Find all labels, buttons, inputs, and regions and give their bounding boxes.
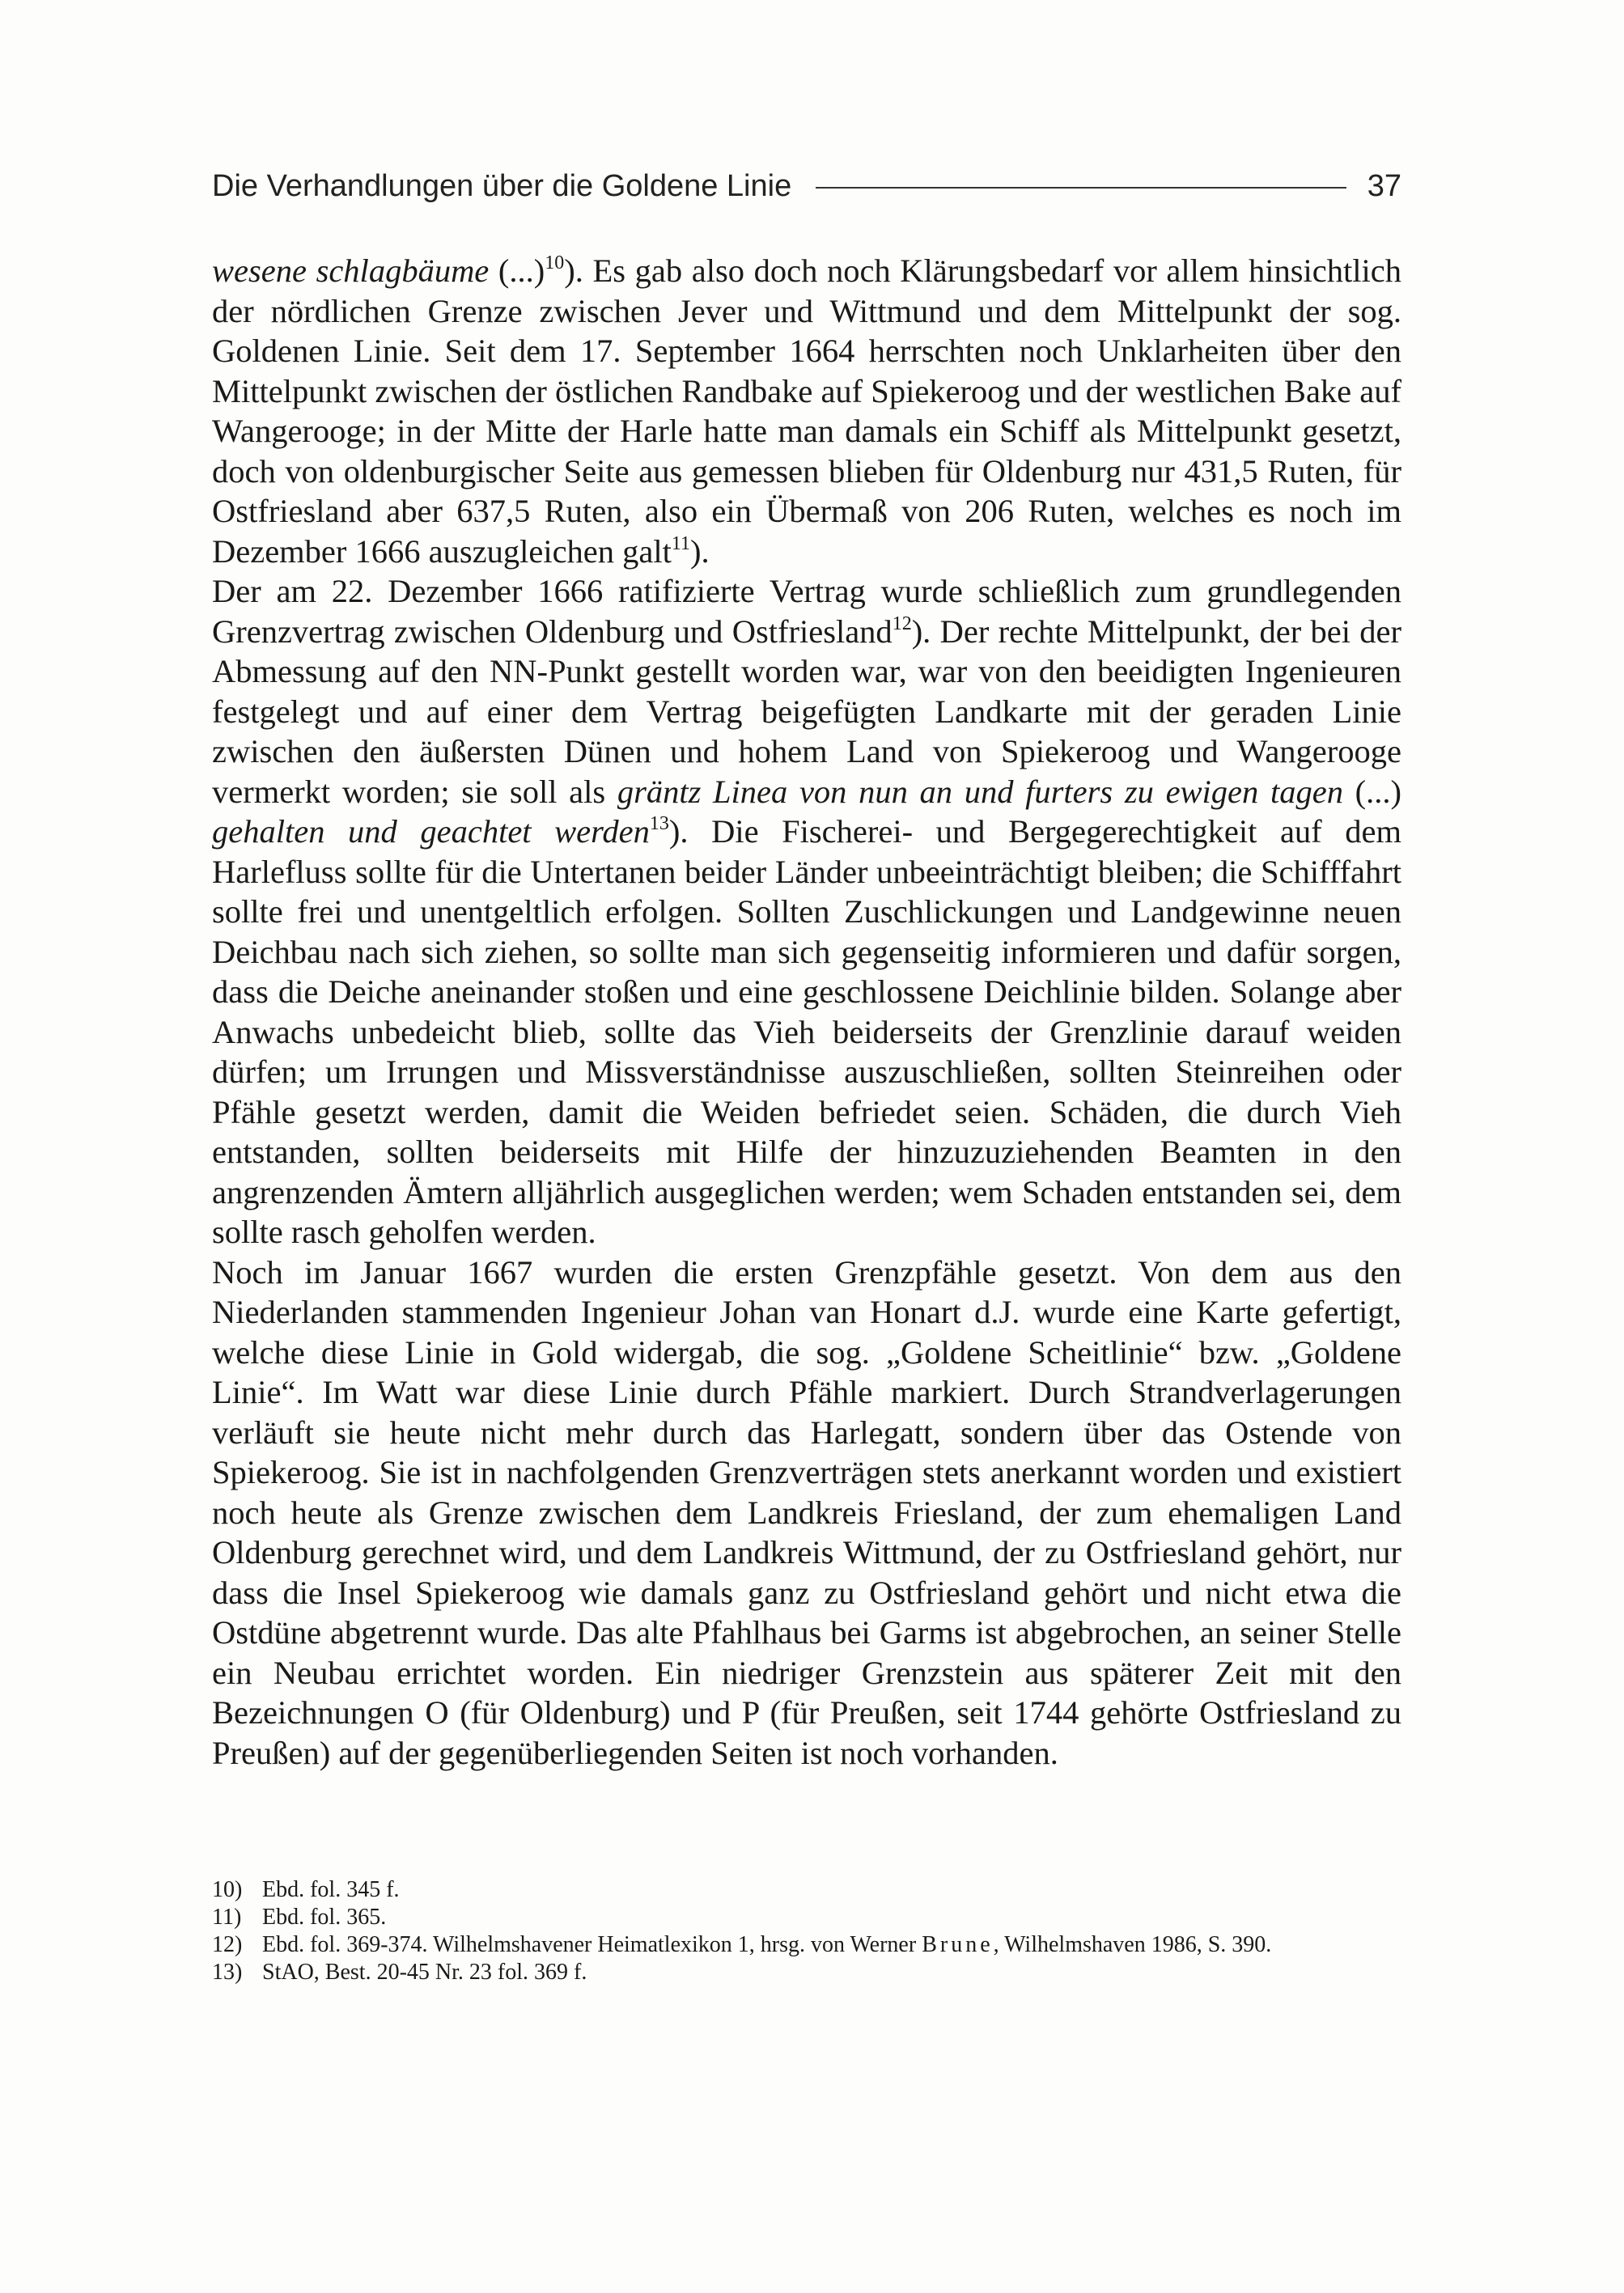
footnote-text: Ebd. fol. 365.: [262, 1905, 387, 1930]
running-header: [212, 162, 1401, 210]
quote-italic: gräntz Linea von nun an und furters zu ewigen tagen: [617, 773, 1343, 810]
footnote-ref-13[interactable]: 13: [649, 813, 669, 834]
footnotes: [212, 1877, 1401, 1987]
text-run: (...): [489, 252, 545, 289]
quote-italic: wesene schlagbäume: [212, 252, 490, 289]
text-run: Der am 22. Dezember 1666 ratifizierte Vertrag wurde schließlich zum grundlegenden Grenzvertrag zwischen Oldenburg und Ostfriesland: [212, 573, 1401, 650]
text-run: (...): [1342, 773, 1401, 810]
paragraph-3: Noch im Januar 1667 wurden die ersten Grenzpfähle gesetzt. Von dem aus den Niederlanden stammenden Ingenieur Johan van Honart d.J. wurde eine Karte gefertigt, welche diese Linie in Gold widergab, die sog. „Goldene Scheitlinie“ bzw. „Goldene Linie“. Im Watt war diese Linie durch Pfähle markiert. Durch Strandverlagerungen verläuft sie heute nicht mehr durch das Harlegatt, sondern über das Ostende von Spiekeroog. Sie ist in nachfolgenden Grenzverträgen stets anerkannt worden und existiert noch heute als Grenze zwischen dem Landkreis Friesland, der zum ehemaligen Land Oldenburg gerechnet wird, und dem Landkreis Wittmund, der zu Ostfriesland gehört, nur dass die Insel Spiekeroog wie damals ganz zu Ostfriesland gehört und nicht etwa die Ostdüne abgetrennt wurde. Das alte Pfahlhaus bei Garms ist abgebrochen, an seiner Stelle ein Neubau errichtet worden. Ein niedriger Grenzstein aus späterer Zeit mit den Bezeichnungen O (für Oldenburg) und P (für Preußen, seit 1744 gehörte Ostfriesland zu Preußen) auf der gegenüberliegenden Seiten ist noch vorhanden.: [212, 1253, 1401, 1771]
footnote-text: Ebd. fol. 345 f.: [262, 1877, 400, 1902]
author-name-spaced: Brune: [922, 1932, 994, 1957]
footnote-number: 13): [212, 1960, 243, 1985]
footnote-number: 11): [212, 1905, 242, 1930]
page-number: 37: [1367, 168, 1401, 203]
text-run: ). Der rechte Mittelpunkt, der bei der Abmessung auf den NN-Punkt gestellt worden war, war von den beeidigten Ingenieuren festgelegt und auf einer dem Vertrag beigefügten Landkarte mit der geraden Linie zwischen den äußersten Dünen und hohem Land von Spiekeroog und Wangerooge vermerkt worden; sie soll als: [212, 612, 1401, 810]
footnote-ref-11[interactable]: 11: [671, 532, 690, 554]
paragraph-1: [212, 251, 1401, 571]
footnote-12: [212, 1932, 1401, 1958]
footnote-text: [262, 1932, 1401, 1958]
text-run: ).: [690, 532, 710, 570]
text-run: , Wilhelmshaven 1986, S. 390.: [993, 1932, 1272, 1957]
text-run: ). Es gab also doch noch Klärungsbedarf vor allem hinsichtlich der nördlichen Grenze zwischen Jever und Wittmund und dem Mittelpunkt der sog. Goldenen Linie. Seit dem 17. September 1664 herrschten noch Unklarheiten über den Mittelpunkt zwischen der östlichen Randbake auf Spiekeroog und der westlichen Bake auf Wangerooge; in der Mitte der Harle hatte man damals ein Schiff als Mittelpunkt gesetzt, doch von oldenburgischer Seite aus gemessen blieben für Oldenburg nur 431,5 Ruten, für Ostfriesland aber 637,5 Ruten, also ein Übermaß von 206 Ruten, welches es noch im Dezember 1666 auszugleichen galt: [212, 252, 1401, 570]
footnote-ref-10[interactable]: 10: [545, 252, 565, 273]
quote-italic: gehalten und geachtet werden: [212, 813, 650, 850]
text-run: ). Die Fischerei- und Bergegerechtigkeit auf dem Harlefluss sollte für die Untertanen beider Länder unbeeinträchtigt bleiben; die Schifffahrt sollte frei und unentgeltlich erfolgen. Sollten Zuschlickungen und Landgewinne neuen Deichbau nach sich ziehen, so sollte man sich gegenseitig informieren und dafür sorgen, dass die Deiche aneinander stoßen und eine geschlossene Deichlinie bilden. Solange aber Anwachs unbedeicht blieb, sollte das Vieh beiderseits der Grenzlinie darauf weiden dürfen; um Irrungen und Missverständnisse auszuschließen, sollten Steinreihen oder Pfähle gesetzt werden, damit die Weiden befriedet seien. Schäden, die durch Vieh entstanden, sollten beiderseits mit Hilfe der hinzuzuziehenden Beamten in den angrenzenden Ämtern alljährlich ausgeglichen werden; wem Schaden entstanden sei, dem sollte rasch geholfen werden.: [212, 813, 1401, 1250]
footnote-number: 12): [212, 1932, 243, 1957]
text-run: Ebd. fol. 369-374. Wilhelmshavener Heimatlexikon 1, hrsg. von Werner: [262, 1932, 922, 1957]
running-head-title: Die Verhandlungen über die Goldene Linie: [212, 168, 792, 203]
footnote-10: [212, 1877, 1401, 1903]
footnote-13: [212, 1960, 1401, 1986]
footnote-ref-12[interactable]: 12: [892, 612, 912, 634]
header-rule: [816, 187, 1346, 189]
body-text: [212, 251, 1401, 1773]
paragraph-2: [212, 571, 1401, 1252]
footnote-text: StAO, Best. 20-45 Nr. 23 fol. 369 f.: [262, 1960, 587, 1985]
footnote-11: [212, 1905, 1401, 1931]
footnote-number: 10): [212, 1877, 243, 1902]
